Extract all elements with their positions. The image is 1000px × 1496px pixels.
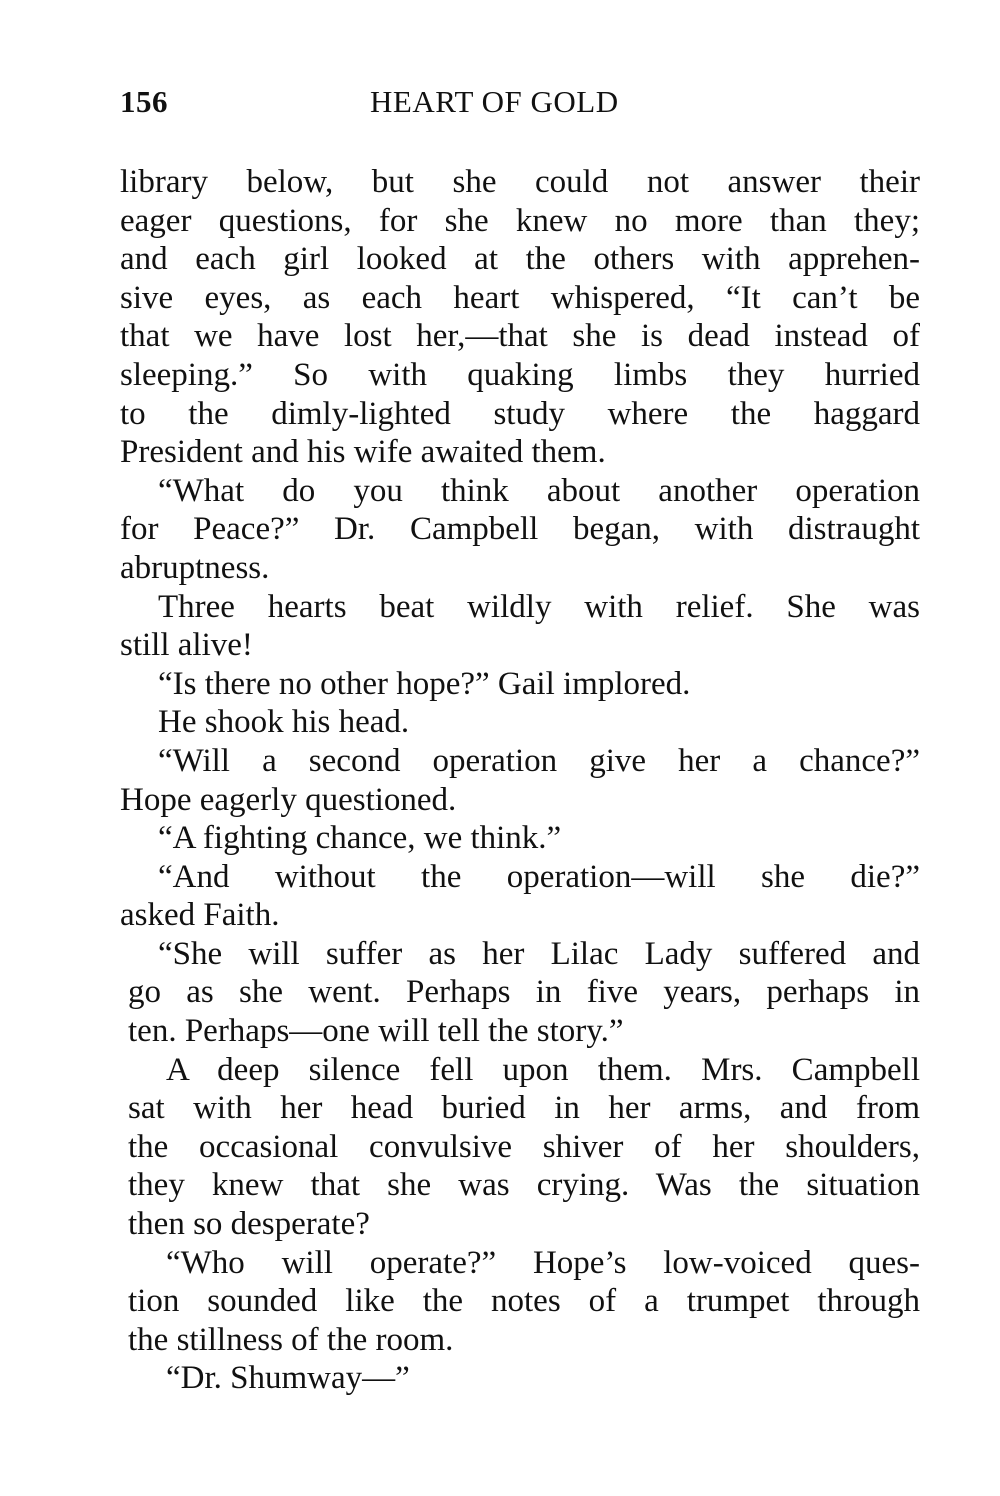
text-line: go as she went. Perhaps in five years, perhaps in [128,974,920,1011]
text-line: that we have lost her,—that she is dead instead of [120,318,920,355]
text-line: sive eyes, as each heart whispered, “It can’t be [120,279,920,316]
text-line: Hope eagerly questioned. [120,781,457,818]
body-text [120,163,920,1398]
text-line: eager questions, for she knew no more than they; [120,202,920,239]
text-line: they knew that she was crying. Was the situation [128,1167,920,1204]
text-line: library below, but she could not answer their [120,164,920,200]
text-line: “Will a second operation give her a chance?” [158,742,920,779]
text-line: “What do you think about another operation [158,472,920,509]
text-line: and each girl looked at the others with apprehen- [120,241,920,278]
text-line: “And without the operation—will she die?” [158,858,920,895]
text-line: asked Faith. [120,897,280,934]
book-title: HEART OF GOLD [370,84,619,119]
text-line: A deep silence fell upon them. Mrs. Campbell [166,1051,920,1088]
text-line: still alive! [120,627,253,664]
text-line: the stillness of the room. [128,1321,454,1358]
text-line: tion sounded like the notes of a trumpet through [128,1283,920,1320]
text-line: “A fighting chance, we think.” [158,820,562,857]
text-line: then so desperate? [128,1206,370,1243]
text-line: Three hearts beat wildly with relief. She was [158,588,920,625]
text-line: President and his wife awaited them. [120,434,606,471]
text-line: sat with her head buried in her arms, and from [128,1090,920,1127]
text-line: sleeping.” So with quaking limbs they hurried [120,356,920,393]
page-number: 156 [120,84,168,119]
text-line: for Peace?” Dr. Campbell began, with distraught [120,511,920,548]
text-line: “Dr. Shumway—” [166,1360,410,1397]
text-line: He shook his head. [158,704,410,741]
text-line: “Is there no other hope?” Gail implored. [158,665,691,702]
text-line: the occasional convulsive shiver of her shoulders, [128,1128,920,1165]
text-line: “Who will operate?” Hope’s low-voiced ques- [166,1244,920,1281]
text-line: “She will suffer as her Lilac Lady suffered and [158,935,920,972]
running-head [120,78,920,128]
text-line: ten. Perhaps—one will tell the story.” [128,1013,624,1050]
text-line: to the dimly-lighted study where the haggard [120,395,920,432]
text-line: abruptness. [120,549,270,586]
